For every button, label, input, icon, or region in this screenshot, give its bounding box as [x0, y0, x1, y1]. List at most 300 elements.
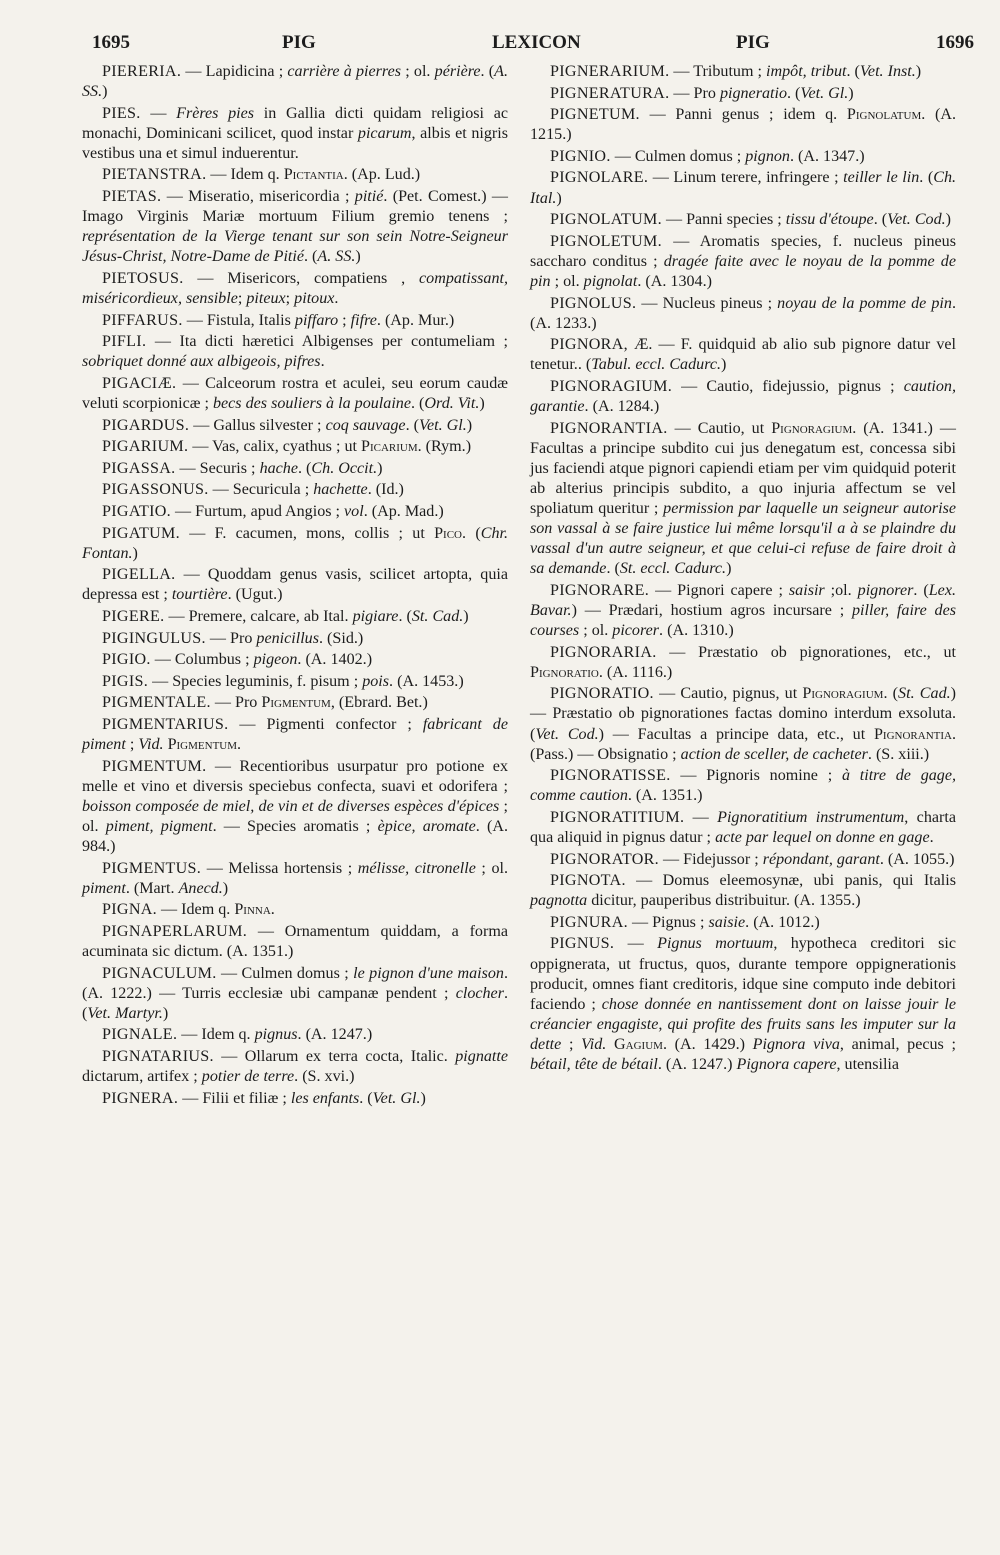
definition-text: ): [463, 607, 469, 625]
entry-headword: PIGNATARIUS.: [102, 1047, 214, 1065]
french-gloss: St. Cad.: [898, 685, 951, 703]
dictionary-entry: [530, 294, 956, 334]
definition-text: ;: [237, 290, 247, 308]
french-gloss: sobriquet donné aux albigeois, pifres: [82, 353, 321, 371]
french-gloss: Ch. Occit.: [311, 459, 378, 477]
entry-headword: PIGNORAGIUM.: [550, 377, 673, 395]
definition-text: — Melissa hortensis ;: [201, 859, 358, 877]
definition-text: . (A. 1310.): [659, 622, 734, 640]
definition-text: ;ol.: [824, 581, 858, 599]
french-gloss: Vet. Gl.: [418, 416, 467, 434]
definition-text: ): [556, 189, 562, 207]
definition-text: .: [320, 353, 325, 371]
dictionary-entry: [82, 757, 508, 857]
french-gloss: compatissant, miséricordieux, sensible: [82, 269, 508, 308]
french-gloss: èpice, aromate: [377, 817, 476, 835]
cross-reference: Pigmentum: [167, 736, 238, 753]
french-gloss: fifre: [350, 311, 377, 329]
entry-headword: PIGINGULUS.: [102, 629, 206, 647]
french-gloss: carrière à pierres: [287, 63, 401, 80]
definition-text: ): [466, 416, 473, 434]
french-gloss: fabricant de piment: [82, 715, 508, 753]
french-gloss: St. Cad.: [411, 607, 464, 625]
french-gloss: Pignoratitium instrumentum: [717, 808, 905, 826]
dictionary-entry: [530, 850, 956, 870]
definition-text: — Aromatis species, f. nucleus pineus saccharo conditus ;: [530, 232, 956, 270]
french-gloss: Ord. Vit.: [424, 395, 480, 412]
definition-text: — Pignus ;: [627, 913, 709, 931]
definition-text: ): [102, 83, 108, 101]
entry-headword: PIETANSTRA.: [102, 166, 207, 184]
definition-text: ): [420, 1089, 426, 1107]
definition-text: ): [479, 395, 485, 412]
definition-text: — Securis ;: [175, 459, 260, 477]
definition-text: — Recentioribus usurpatur pro potione ex melle et vino et diversis speciebus confecta, suavi et odorifera ;: [82, 757, 508, 795]
french-gloss: pagnotta: [530, 892, 588, 910]
definition-text: . (Ugut.): [227, 586, 283, 604]
definition-text: ) — Facultas a principe data, etc., ut: [598, 725, 874, 743]
right-column: [530, 62, 956, 1077]
french-gloss: pignolat: [583, 272, 638, 290]
french-gloss: Vet. Cod.: [887, 211, 946, 229]
cross-reference: Pigmentum: [261, 694, 331, 712]
dictionary-entry: [82, 437, 508, 457]
definition-text: — Calceorum rostra et aculei, seu eorum caudæ veluti scorpionicæ ;: [82, 374, 508, 412]
definition-text: . (: [405, 416, 419, 434]
definition-text: . (A. 1429.): [662, 1035, 753, 1053]
dictionary-entry: [82, 1089, 508, 1109]
definition-text: . (: [883, 685, 899, 703]
french-gloss: hachette: [313, 481, 368, 499]
entry-headword: PIGASSONUS.: [102, 481, 209, 499]
entry-headword: PIGNOLARE.: [550, 169, 649, 187]
french-gloss: pois: [362, 672, 390, 690]
definition-text: — Pro: [205, 629, 257, 647]
french-gloss: piffaro: [294, 311, 339, 329]
definition-text: — Cautio, pignus, ut: [653, 685, 803, 703]
entry-headword: PIETOSUS.: [102, 269, 184, 287]
french-gloss: Lex. Bavar.: [530, 581, 956, 619]
french-gloss: bétail, tête de bétail: [530, 1056, 658, 1073]
french-gloss: piment: [82, 879, 126, 897]
french-gloss: saisir: [788, 581, 825, 599]
entry-headword: PIGARIUM.: [102, 438, 189, 456]
definition-text: . (Sid.): [319, 629, 364, 647]
definition-text: — Cautio, ut: [667, 419, 772, 437]
dictionary-entry: [82, 672, 508, 692]
french-gloss: St. eccl. Cadurc.: [619, 560, 727, 578]
definition-text: — Nucleus pineus ;: [636, 294, 778, 312]
dictionary-entry: [530, 232, 956, 292]
french-gloss: permission par laquelle un seigneur autorise son vassal à se faire justice lui même lorsqu'il a à se plaindre du vassal d'un autre seigneur, et que celui-ci refuse de faire droit à sa demande: [530, 499, 956, 578]
definition-text: ): [132, 544, 138, 562]
dictionary-entry: [530, 105, 956, 145]
french-gloss: représentation de la Vierge tenant sur son sein Notre-Seigneur Jésus-Christ, Notre-Dame de Pitié: [82, 228, 508, 266]
definition-text: ) — Præstatio ob pignorationes factas domino interdum exsoluta. (: [530, 685, 956, 743]
definition-text: . (A. 1247.): [297, 1026, 373, 1044]
dictionary-entry: [530, 84, 956, 104]
entry-headword: PIGNORA,: [550, 336, 628, 354]
definition-text: — Fistula, Italis: [182, 311, 295, 329]
cross-reference: Pictantia: [283, 166, 344, 184]
dictionary-entry: [82, 607, 508, 627]
entry-headword: PIGNORARIA.: [550, 643, 657, 661]
definition-text: — Pigmenti confector ;: [228, 715, 423, 733]
definition-text: . (: [82, 984, 508, 1022]
french-gloss: mélisse, citronelle: [357, 859, 476, 877]
dictionary-entry: [82, 1025, 508, 1045]
dictionary-entry: [530, 808, 956, 848]
french-gloss: teiller le lin: [843, 169, 920, 187]
entry-headword: PIGNALE.: [102, 1026, 178, 1044]
definition-text: in Gallia dicti quidam religiosi ac monachi, Dominicani scilicet, quod instar: [82, 104, 509, 142]
french-gloss: penicillus: [256, 629, 319, 647]
definition-text: — Miseratio, misericordia ;: [161, 188, 355, 206]
definition-text: . (: [462, 524, 481, 542]
entry-headword: PIGNORATIO.: [550, 685, 654, 703]
entry-headword: PIGNERARIUM.: [550, 63, 670, 80]
dictionary-entry: [82, 104, 508, 164]
cross-reference: Pinna: [234, 901, 271, 919]
definition-text: . (A. 1222.) — Turris ecclesiæ ubi campanæ pendent ;: [82, 964, 508, 1002]
french-gloss: Ch. Ital.: [530, 169, 957, 207]
dictionary-entry: [82, 374, 508, 414]
dictionary-entry: [82, 502, 508, 522]
french-gloss: becs des souliers à la poulaine: [212, 395, 411, 412]
definition-text: Æ. — F. quidquid ab alio sub pignore datur vel tenetur.. (: [530, 336, 956, 374]
dictionary-entry: [530, 62, 956, 82]
definition-text: — Gallus silvester ;: [189, 416, 326, 434]
entry-headword: PIGNORARE.: [550, 581, 650, 599]
entry-headword: PIGNOTA.: [550, 872, 626, 890]
definition-text: . (Ap. Mad.): [363, 502, 444, 520]
definition-text: . (A. 1351.): [627, 787, 703, 805]
right-page-number: 1696: [936, 32, 974, 53]
dictionary-entry: [530, 377, 956, 417]
french-gloss: A. SS.: [82, 63, 508, 101]
entry-headword: PIGNUS.: [550, 935, 615, 953]
french-gloss: noyau de la pomme de pin: [777, 294, 952, 312]
entry-headword: PIGNIO.: [550, 147, 611, 165]
definition-text: dictarum, artifex ;: [82, 1068, 202, 1085]
entry-headword: PIGIO.: [102, 651, 151, 669]
dictionary-entry: [82, 565, 508, 605]
definition-text: — Lapidicina ;: [181, 63, 288, 80]
definition-text: ): [945, 211, 952, 229]
entry-headword: PIERERIA.: [102, 63, 182, 80]
french-gloss: Vet. Inst.: [859, 63, 916, 80]
definition-text: — Columbus ;: [150, 651, 254, 669]
french-gloss: picorer: [612, 622, 660, 640]
entry-headword: PIGNERA.: [102, 1089, 179, 1107]
definition-text: — Premere, calcare, ab Ital.: [164, 607, 353, 625]
dictionary-entry: [82, 715, 508, 755]
french-gloss: pitoux: [294, 290, 335, 308]
definition-text: dicitur, pauperibus distribuitur. (A. 1355.): [587, 892, 861, 910]
dictionary-entry: [530, 147, 956, 167]
french-gloss: piteux: [246, 290, 286, 308]
dictionary-entry: [530, 210, 956, 230]
definition-text: — Pignoris nomine ;: [670, 767, 842, 785]
french-gloss: Frères pies: [176, 104, 255, 122]
entry-headword: PIGNORATITIUM.: [550, 808, 685, 826]
definition-text: —: [614, 935, 658, 953]
definition-text: ;: [338, 311, 351, 329]
definition-text: . (Pet. Comest.) — Imago Virginis Mariæ mortuum Filium gremio tenens ;: [82, 188, 508, 226]
definition-text: — Furtum, apud Angios ;: [171, 502, 345, 520]
entry-headword: PIGIS.: [102, 672, 149, 690]
definition-text: , (Ebrard. Bet.): [330, 694, 428, 712]
definition-text: . (Ap. Mur.): [376, 311, 455, 329]
definition-text: . (: [398, 607, 412, 625]
cross-reference: Pignoratio: [530, 663, 599, 681]
definition-text: , hypotheca creditori sic oppignerata, ut fructus, quos, durante tempore oppignerationis producit, omnes fiant creditoris, idque sine computo inde debitori faciendo ;: [530, 935, 956, 1013]
definition-text: ): [726, 560, 732, 578]
definition-text: ; ol.: [401, 63, 435, 80]
definition-text: ): [848, 84, 854, 102]
definition-text: . (: [919, 169, 934, 187]
french-gloss: piller, faire des courses: [530, 601, 956, 640]
french-gloss: pigneratio: [719, 84, 787, 102]
dictionary-entry: [530, 581, 956, 641]
french-gloss: boisson composée de miel, de vin et de diverses espèces d'épices: [82, 797, 500, 815]
french-gloss: à titre de gage, comme caution: [530, 767, 956, 805]
french-gloss: Pignus mortuum: [657, 935, 774, 953]
definition-text: ; ol.: [550, 272, 584, 290]
cross-reference: Pignoragium: [771, 419, 853, 437]
dictionary-entry: [82, 1047, 508, 1087]
definition-text: . (: [913, 581, 929, 599]
definition-text: . (Mart.: [125, 879, 179, 897]
dictionary-entry: [82, 629, 508, 649]
definition-text: ): [355, 248, 361, 266]
entry-headword: PIGASSA.: [102, 459, 176, 477]
dictionary-entry: [530, 934, 956, 1075]
french-gloss: Pignora capere: [736, 1056, 837, 1073]
definition-text: — Filii et filiæ ;: [178, 1089, 291, 1107]
definition-text: ;: [125, 736, 139, 753]
definition-text: — Tributum ;: [669, 63, 766, 80]
french-gloss: clocher: [455, 984, 504, 1002]
definition-text: . (A. 1341.) — Facultas a principe subdito cui jus denegatum est, concessa sibi jus faciendi atque pignori capiendi etiam per vim quidquid poterit ab alterius principis subdito, a quo injuria affectum se vel spoliatum queritur ;: [530, 419, 956, 517]
definition-text: . (Id.): [367, 481, 404, 499]
definition-text: — Ollarum ex terra cocta, Italic.: [213, 1047, 456, 1065]
dictionary-entry: [530, 335, 956, 375]
french-gloss: acte par lequel on donne en gage: [715, 828, 930, 846]
definition-text: . (A. 1233.): [530, 294, 956, 332]
definition-text: ): [377, 459, 383, 477]
definition-text: — Panni species ;: [661, 211, 786, 229]
definition-text: . (A. 1247.): [657, 1056, 737, 1073]
definition-text: . (A. 1304.): [637, 272, 712, 290]
definition-text: .: [334, 290, 339, 308]
definition-text: — Pro: [669, 84, 720, 102]
entry-headword: PIGERE.: [102, 607, 165, 625]
dictionary-entry: [82, 900, 508, 920]
french-gloss: dragée faite avec le noyau de la pomme de pin: [530, 252, 956, 290]
dictionary-entry: [82, 187, 508, 267]
french-gloss: action de sceller, de cacheter: [680, 745, 868, 763]
definition-text: .: [270, 901, 275, 919]
entry-headword: PIES.: [102, 104, 141, 122]
definition-text: ;: [561, 1035, 582, 1053]
entry-headword: PIGNOLUS.: [550, 294, 637, 312]
definition-text: .: [237, 736, 242, 753]
french-gloss: Chr. Fontan.: [82, 524, 508, 562]
entry-headword: PIGNOLETUM.: [550, 232, 662, 250]
entry-headword: PIGATIO.: [102, 502, 172, 520]
definition-text: . (Ap. Lud.): [343, 166, 421, 184]
french-gloss: pignus: [254, 1026, 298, 1044]
entry-headword: PIGNA.: [102, 901, 158, 919]
definition-text: . (A. 1453.): [389, 672, 464, 690]
french-gloss: Anecd.: [178, 879, 223, 897]
definition-text: — Securicula ;: [208, 481, 314, 499]
french-gloss: coq sauvage: [325, 416, 406, 434]
dictionary-entry: [82, 693, 508, 713]
entry-headword: PIGELLA.: [102, 566, 176, 584]
dictionary-entry: [530, 168, 956, 208]
definition-text: — Quoddam genus vasis, scilicet artopta, quia depressa est ;: [82, 566, 508, 604]
definition-text: . (: [480, 63, 495, 80]
dictionary-entry: [82, 922, 508, 962]
definition-text: , albis et nigris vestibus una et simul induerentur.: [82, 124, 508, 162]
definition-text: . (A. 1284.): [584, 398, 660, 415]
french-gloss: répondant, garant: [762, 850, 880, 868]
dictionary-entry: [82, 62, 508, 102]
dictionary-entry: [82, 165, 508, 185]
french-gloss: vol: [344, 502, 364, 520]
french-gloss: chose donnée en nantissement dont on laisse jouir le créancier engagiste, qui profite des fruits sans les imputer sur la dette: [530, 995, 957, 1053]
french-gloss: tourtière: [171, 586, 228, 604]
french-gloss: Vet. Gl.: [372, 1089, 421, 1107]
definition-text: — Vas, calix, cyathus ; ut: [188, 438, 361, 456]
french-gloss: Vid.: [138, 736, 164, 753]
entry-headword: PIFLI.: [102, 333, 147, 351]
french-gloss: hache: [259, 459, 298, 477]
dictionary-entry: [82, 416, 508, 436]
entry-headword: PIGNORANTIA.: [550, 419, 668, 437]
french-gloss: impôt, tribut: [766, 63, 847, 80]
definition-text: . (A. 1402.): [297, 651, 373, 669]
french-gloss: picarum: [357, 124, 412, 142]
definition-text: ; ol.: [82, 797, 508, 835]
definition-text: . (Rym.): [417, 438, 472, 456]
french-gloss: le pignon d'une maison: [353, 964, 504, 982]
definition-text: — Ornamentum quiddam, a forma acuminata sic dictum. (A. 1351.): [82, 922, 508, 960]
cross-reference: Picarium: [361, 438, 418, 456]
entry-headword: PIGMENTARIUS.: [102, 715, 229, 733]
definition-text: . (A. 1347.): [789, 147, 865, 165]
entry-headword: PIGNORATISSE.: [550, 767, 671, 785]
definition-text: —: [684, 808, 718, 826]
definition-text: ; ol.: [475, 859, 509, 877]
french-gloss: pignon: [745, 147, 790, 165]
definition-text: — Idem q.: [157, 901, 235, 919]
running-header: [92, 28, 974, 58]
definition-text: — Species leguminis, f. pisum ;: [148, 672, 363, 690]
french-gloss: tissu d'étoupe: [785, 211, 874, 229]
definition-text: . (A. 1215.): [530, 106, 956, 144]
definition-text: — Ita dicti hæretici Albigenses per contumeliam ;: [146, 333, 508, 351]
definition-text: — F. cacumen, mons, collis ; ut: [179, 524, 435, 542]
entry-headword: PIGMENTUS.: [102, 859, 202, 877]
definition-text: — Misericors, compatiens ,: [183, 269, 420, 287]
definition-text: . (: [304, 248, 318, 266]
definition-text: — Idem q.: [206, 166, 284, 184]
entry-headword: PIGMENTUM.: [102, 757, 207, 775]
french-gloss: Vid.: [581, 1035, 607, 1053]
definition-text: , charta qua aliquid in pignus datur ;: [530, 808, 956, 846]
french-gloss: pignorer: [857, 581, 914, 599]
french-gloss: Pignora viva: [752, 1035, 840, 1053]
french-gloss: pigeon: [253, 651, 298, 669]
entry-headword: PIGACIÆ.: [102, 374, 177, 392]
dictionary-entry: [530, 684, 956, 764]
entry-headword: PIFFARUS.: [102, 311, 183, 329]
entry-headword: PIGNURA.: [550, 913, 628, 931]
dictionary-entry: [530, 419, 956, 580]
french-gloss: Tabul. eccl. Cadurc.: [591, 356, 722, 374]
french-gloss: saisie: [708, 913, 746, 931]
entry-headword: PIGNORATOR.: [550, 850, 659, 868]
dictionary-entry: [82, 459, 508, 479]
entry-headword: PIGNERATURA.: [550, 84, 670, 102]
definition-text: , animal, pecus ;: [839, 1035, 956, 1053]
dictionary-entry: [82, 311, 508, 331]
left-page-number: 1695: [92, 32, 130, 53]
entry-headword: PIGMENTALE.: [102, 694, 211, 712]
dictionary-entry: [82, 332, 508, 372]
definition-text: . (S. xvi.): [294, 1068, 355, 1085]
french-gloss: A. SS.: [317, 248, 356, 266]
definition-text: . (: [606, 560, 620, 578]
entry-headword: PIGATUM.: [102, 524, 180, 542]
french-gloss: piment, pigment: [105, 817, 213, 835]
cross-reference: Gagium: [614, 1035, 663, 1053]
lexicon-title: LEXICON: [492, 32, 581, 53]
dictionary-entry: [530, 643, 956, 683]
french-gloss: pignatte: [455, 1047, 508, 1065]
definition-text: — Fidejussor ;: [658, 850, 763, 868]
definition-text: [606, 1036, 614, 1053]
dictionary-entry: [530, 766, 956, 806]
french-gloss: potier de terre: [201, 1068, 295, 1085]
definition-text: — Præstatio ob pignorationes, etc., ut: [656, 643, 956, 661]
definition-text: . (A. 1012.): [745, 913, 820, 931]
definition-text: . (Pass.) — Obsignatio ;: [530, 725, 956, 763]
right-guide-word: PIG: [736, 32, 770, 53]
definition-text: ;: [285, 290, 295, 308]
definition-text: . (: [873, 211, 888, 229]
definition-text: .: [929, 828, 934, 846]
cross-reference: Pignoragium: [802, 685, 884, 703]
cross-reference: Pignolatum: [846, 106, 922, 124]
dictionary-entry: [82, 269, 508, 309]
definition-text: ): [162, 1004, 169, 1022]
french-gloss: Vet. Gl.: [800, 84, 849, 102]
definition-text: ; ol.: [579, 622, 613, 640]
definition-text: . (: [298, 459, 312, 477]
dictionary-entry: [82, 859, 508, 899]
definition-text: —: [140, 104, 177, 122]
definition-text: ): [915, 63, 922, 80]
definition-text: . (: [359, 1089, 373, 1107]
french-gloss: Vet. Martyr.: [87, 1004, 163, 1022]
definition-text: — Cautio, fidejussio, pignus ;: [672, 377, 904, 395]
dictionary-entry: [530, 871, 956, 911]
definition-text: — Pro: [210, 694, 262, 712]
